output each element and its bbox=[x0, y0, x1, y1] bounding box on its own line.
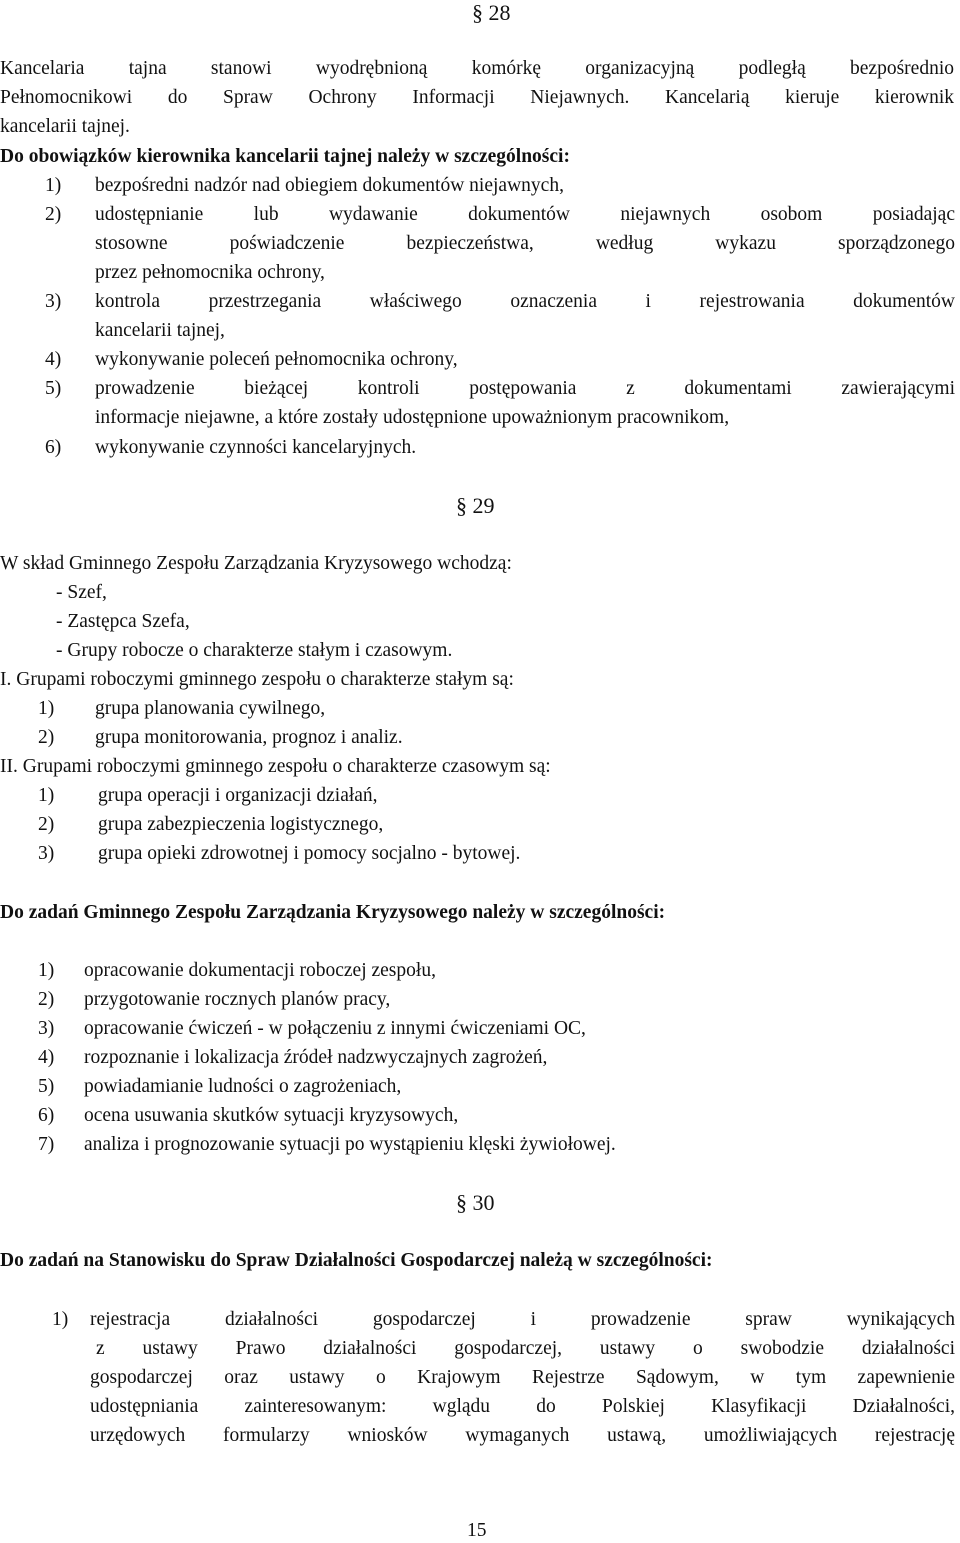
list-item: grupa monitorowania, prognoz i analiz. bbox=[95, 727, 403, 748]
list-number: 4) bbox=[38, 1047, 55, 1068]
list-number: 4) bbox=[45, 349, 62, 370]
section-28-heading: § 28 bbox=[472, 0, 511, 25]
list-number: 3) bbox=[38, 1018, 55, 1039]
list-number: 1) bbox=[45, 175, 62, 196]
list-number: 5) bbox=[38, 1076, 55, 1097]
list-item: analiza i prognozowanie sytuacji po wystąpieniu klęski żywiołowej. bbox=[84, 1134, 616, 1155]
list-number: 3) bbox=[45, 291, 62, 312]
section-30-heading: § 30 bbox=[456, 1190, 495, 1215]
list-item: bezpośredni nadzór nad obiegiem dokumentów niejawnych, bbox=[95, 175, 564, 196]
tasks-heading: Do zadań Gminnego Zespołu Zarządzania Kryzysowego należy w szczególności: bbox=[0, 902, 666, 923]
list-item: opracowanie ćwiczeń - w połączeniu z innymi ćwiczeniami OC, bbox=[84, 1018, 586, 1039]
group2-title: II. Grupami roboczymi gminnego zespołu o charakterze czasowym są: bbox=[0, 756, 551, 777]
list-item: kontrola przestrzegania właściwego oznaczenia i rejestrowania dokumentów bbox=[95, 291, 955, 312]
s28-intro-line-2: Pełnomocnikowi do Spraw Ochrony Informacji Niejawnych. Kancelarią kieruje kierownik bbox=[0, 87, 954, 108]
group1-title: I. Grupami roboczymi gminnego zespołu o charakterze stałym są: bbox=[0, 669, 514, 690]
member-item: - Grupy robocze o charakterze stałym i czasowym. bbox=[56, 640, 453, 661]
list-item: grupa zabezpieczenia logistycznego, bbox=[98, 814, 384, 835]
list-item: udostępnianie lub wydawanie dokumentów niejawnych osobom posiadając bbox=[95, 204, 955, 225]
s29-intro: W skład Gminnego Zespołu Zarządzania Kryzysowego wchodzą: bbox=[0, 553, 512, 574]
section-29-heading: § 29 bbox=[456, 493, 495, 518]
list-item-continuation: przez pełnomocnika ochrony, bbox=[95, 262, 325, 283]
list-item: prowadzenie bieżącej kontroli postępowania z dokumentami zawierającymi bbox=[95, 378, 955, 399]
list-item-continuation: stosowne poświadczenie bezpieczeństwa, według wykazu sporządzonego bbox=[95, 233, 955, 254]
list-number: 2) bbox=[38, 814, 55, 835]
member-item: - Szef, bbox=[56, 582, 107, 603]
list-number: 5) bbox=[45, 378, 62, 399]
list-item: grupa operacji i organizacji działań, bbox=[98, 785, 378, 806]
list-number: 2) bbox=[38, 727, 55, 748]
s28-heading: Do obowiązków kierownika kancelarii tajnej należy w szczególności: bbox=[0, 146, 570, 167]
list-item-continuation: informacje niejawne, a które zostały udostępnione upoważnionym pracownikom, bbox=[95, 407, 730, 428]
list-number: 1) bbox=[38, 785, 55, 806]
list-number: 3) bbox=[38, 843, 55, 864]
list-number: 2) bbox=[45, 204, 62, 225]
list-item: rozpoznanie i lokalizacja źródeł nadzwyczajnych zagrożeń, bbox=[84, 1047, 548, 1068]
s30-heading: Do zadań na Stanowisku do Spraw Działalności Gospodarczej należą w szczególności: bbox=[0, 1250, 713, 1271]
list-number: 7) bbox=[38, 1134, 55, 1155]
s28-intro-line-1: Kancelaria tajna stanowi wyodrębnioną komórkę organizacyjną podległą bezpośrednio bbox=[0, 58, 954, 79]
list-number: 2) bbox=[38, 989, 55, 1010]
list-item: powiadamianie ludności o zagrożeniach, bbox=[84, 1076, 402, 1097]
list-item: grupa planowania cywilnego, bbox=[95, 698, 326, 719]
list-item: rejestracja działalności gospodarczej i prowadzenie spraw wynikających bbox=[90, 1309, 955, 1330]
list-item-continuation: kancelarii tajnej, bbox=[95, 320, 225, 341]
member-item: - Zastępca Szefa, bbox=[56, 611, 190, 632]
list-item: opracowanie dokumentacji roboczej zespołu, bbox=[84, 960, 436, 981]
list-item: grupa opieki zdrowotnej i pomocy socjalno - bytowej. bbox=[98, 843, 521, 864]
list-item: przygotowanie rocznych planów pracy, bbox=[84, 989, 391, 1010]
list-number: 6) bbox=[45, 437, 62, 458]
list-item-continuation: urzędowych formularzy wniosków wymaganych ustawą, umożliwiających rejestrację bbox=[90, 1425, 955, 1446]
list-item-continuation: udostępniania zainteresowanym: wglądu do Polskiej Klasyfikacji Działalności, bbox=[90, 1396, 955, 1417]
list-item: wykonywanie poleceń pełnomocnika ochrony, bbox=[95, 349, 458, 370]
list-number: 6) bbox=[38, 1105, 55, 1126]
list-item-continuation: z ustawy Prawo działalności gospodarczej, ustawy o swobodzie działalności bbox=[96, 1338, 955, 1359]
list-number: 1) bbox=[38, 960, 55, 981]
list-item: ocena usuwania skutków sytuacji kryzysowych, bbox=[84, 1105, 459, 1126]
list-number: 1) bbox=[38, 698, 55, 719]
list-item: wykonywanie czynności kancelaryjnych. bbox=[95, 437, 417, 458]
page-number: 15 bbox=[467, 1520, 487, 1541]
list-item-continuation: gospodarczej oraz ustawy o Krajowym Rejestrze Sądowym, w tym zapewnienie bbox=[90, 1367, 955, 1388]
s28-intro-line-3: kancelarii tajnej. bbox=[0, 116, 130, 137]
list-number: 1) bbox=[52, 1309, 69, 1330]
